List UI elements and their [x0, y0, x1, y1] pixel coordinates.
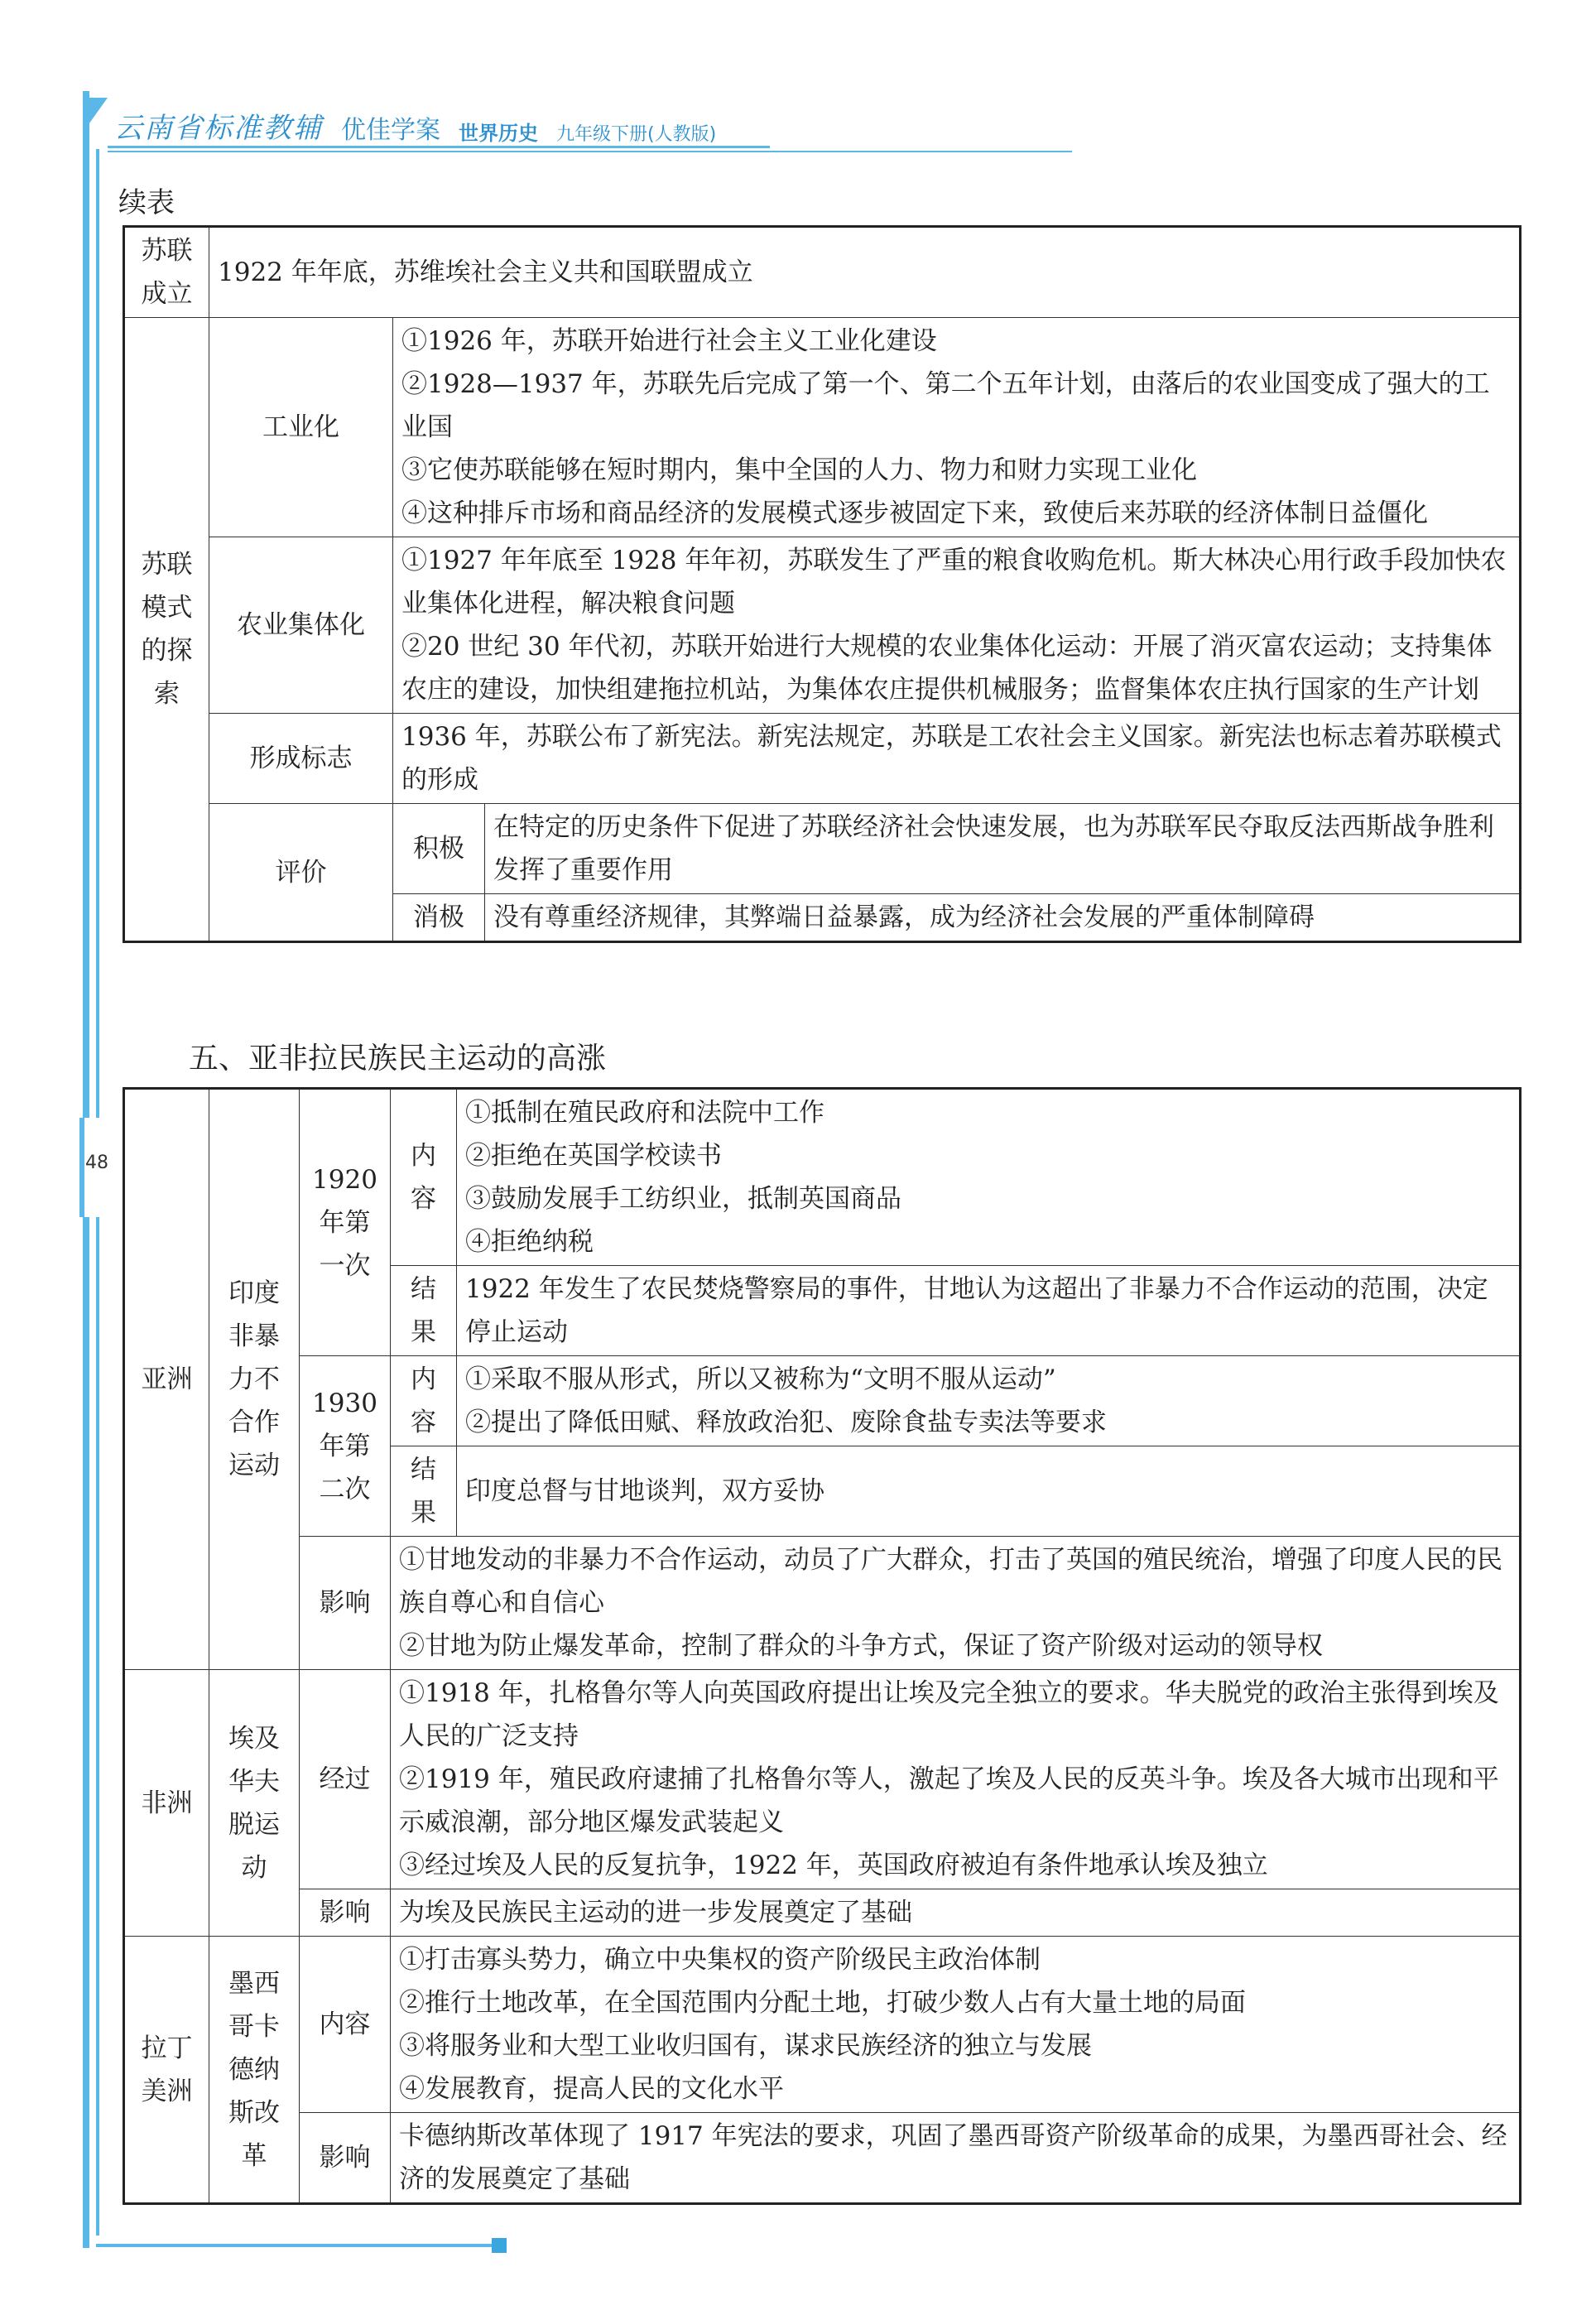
region-africa: 非洲 [124, 1670, 209, 1937]
formation-label: 形成标志 [209, 714, 393, 804]
africa-impact-label: 影响 [300, 1889, 391, 1937]
evaluation-label: 评价 [209, 804, 393, 942]
region-latin-america: 拉丁美洲 [124, 1937, 209, 2204]
second-content [457, 1356, 1521, 1446]
table-row [124, 1089, 1521, 1266]
negative-label: 消极 [393, 894, 485, 942]
movement-egypt: 埃及华夫脱运动 [209, 1670, 300, 1937]
table-row [124, 1937, 1521, 2113]
national-movements-table [123, 1087, 1521, 2205]
latin-impact-text: 卡德纳斯改革体现了 1917 年宪法的要求，巩固了墨西哥资产阶级革命的成果，为墨西哥社会、经济的发展奠定了基础 [391, 2113, 1521, 2204]
region-asia: 亚洲 [124, 1089, 209, 1670]
list-item: ③经过埃及人民的反复抗争，1922 年，英国政府被迫有条件地承认埃及独立 [399, 1851, 1268, 1880]
list-item: ①抵制在殖民政府和法院中工作 [465, 1098, 824, 1128]
table-row [124, 537, 1521, 714]
asia-impact-content [391, 1537, 1521, 1670]
positive-text: 在特定的历史条件下促进了苏联经济社会快速发展，也为苏联军民夺取反法西斯战争胜利发挥了重要作用 [485, 804, 1521, 894]
list-item: ③鼓励发展手工纺织业，抵制英国商品 [465, 1184, 901, 1214]
movement-india: 印度非暴力不合作运动 [209, 1089, 300, 1670]
list-item: ①1918 年，扎格鲁尔等人向英国政府提出让埃及完全独立的要求。华夫脱党的政治主张得到埃及人民的广泛支持 [399, 1678, 1499, 1751]
latin-content [391, 1937, 1521, 2113]
page-header [114, 99, 716, 146]
latin-content-label: 内容 [300, 1937, 391, 2113]
negative-text: 没有尊重经济规律，其弊端日益暴露，成为经济社会发展的严重体制障碍 [485, 894, 1521, 942]
second-result-text: 印度总督与甘地谈判，双方妥协 [457, 1446, 1521, 1537]
subject-title: 世界历史 [459, 122, 538, 145]
latin-impact-label: 影响 [300, 2113, 391, 2204]
africa-impact-text: 为埃及民族民主运动的进一步发展奠定了基础 [391, 1889, 1521, 1937]
list-item: ②20 世纪 30 年代初，苏联开始进行大规模的农业集体化运动：开展了消灭富农运动；支持集体农庄的建设，加快组建拖拉机站，为集体农庄提供机械服务；监督集体农庄执行国家的生产计划 [401, 632, 1493, 705]
continued-label: 续表 [118, 186, 175, 219]
table-row [124, 227, 1521, 318]
asia-impact-label: 影响 [300, 1537, 391, 1670]
list-item: ②拒绝在英国学校读书 [465, 1141, 722, 1171]
second-result-label: 结果 [391, 1446, 457, 1537]
formation-text: 1936 年，苏联公布了新宪法。新宪法规定，苏联是工农社会主义国家。新宪法也标志着苏联模式的形成 [393, 714, 1521, 804]
corner-decoration [83, 98, 108, 132]
first-content-label: 内容 [391, 1089, 457, 1266]
soviet-founding-label: 苏联成立 [124, 227, 209, 318]
table-row [124, 1537, 1521, 1670]
table-row [124, 318, 1521, 537]
table-row [124, 1356, 1521, 1446]
header-rule [108, 146, 770, 148]
list-item: ①甘地发动的非暴力不合作运动，动员了广大群众，打击了英国的殖民统治，增强了印度人民的民族自尊心和自信心 [399, 1545, 1502, 1618]
industrialization-content [393, 318, 1521, 537]
list-item: ④发展教育，提高人民的文化水平 [399, 2074, 784, 2104]
first-result-text: 1922 年发生了农民焚烧警察局的事件，甘地认为这超出了非暴力不合作运动的范围，决定停止运动 [457, 1266, 1521, 1356]
movement-mexico: 墨西哥卡德纳斯改革 [209, 1937, 300, 2204]
list-item: ①采取不服从形式，所以又被称为“文明不服从运动” [465, 1364, 1056, 1394]
bottom-square-decoration [492, 2238, 507, 2253]
first-result-label: 结果 [391, 1266, 457, 1356]
list-item: ①打击寡头势力，确立中央集权的资产阶级民主政治体制 [399, 1945, 1041, 1975]
industrialization-label: 工业化 [209, 318, 393, 537]
header-rule-long [108, 151, 1072, 152]
model-label: 苏联模式的探索 [124, 318, 209, 942]
second-campaign-label: 1930 年第二次 [300, 1356, 391, 1537]
soviet-founding-text: 1922 年年底，苏维埃社会主义共和国联盟成立 [209, 227, 1521, 318]
africa-process-content [391, 1670, 1521, 1889]
table-row [124, 1670, 1521, 1889]
table-row [124, 1889, 1521, 1937]
table-row [124, 714, 1521, 804]
list-item: ③它使苏联能够在短时期内，集中全国的人力、物力和财力实现工业化 [401, 455, 1197, 485]
africa-process-label: 经过 [300, 1670, 391, 1889]
collectivization-label: 农业集体化 [209, 537, 393, 714]
list-item: ②1919 年，殖民政府逮捕了扎格鲁尔等人，激起了埃及人民的反英斗争。埃及各大城市出现和平示威浪潮，部分地区爆发武装起义 [399, 1764, 1499, 1837]
section-title: 五、亚非拉民族民主运动的高涨 [189, 1042, 607, 1076]
list-item: ②推行土地改革，在全国范围内分配土地，打破少数人占有大量土地的局面 [399, 1988, 1246, 2018]
first-content [457, 1089, 1521, 1266]
list-item: ②1928—1937 年，苏联先后完成了第一个、第二个五年计划，由落后的农业国变成了强大的工业国 [401, 369, 1490, 442]
table-row [124, 2113, 1521, 2204]
list-item: ①1926 年，苏联开始进行社会主义工业化建设 [401, 326, 937, 356]
bottom-decorative-band [96, 2244, 498, 2247]
collectivization-content [393, 537, 1521, 714]
table-row [124, 804, 1521, 894]
list-item: ②提出了降低田赋、释放政治犯、废除食盐专卖法等要求 [465, 1408, 1107, 1437]
list-item: ③将服务业和大型工业收归国有，谋求民族经济的独立与发展 [399, 2031, 1092, 2061]
page-number: 48 [85, 1153, 108, 1173]
list-item: ④这种排斥市场和商品经济的发展模式逐步被固定下来，致使后来苏联的经济体制日益僵化 [401, 498, 1428, 528]
list-item: ①1927 年年底至 1928 年年初，苏联发生了严重的粮食收购危机。斯大林决心用行政手段加快农业集体化进程，解决粮食问题 [401, 546, 1507, 618]
second-content-label: 内容 [391, 1356, 457, 1446]
soviet-model-table [123, 225, 1521, 943]
brand-title: 优佳学案 [341, 116, 440, 145]
first-campaign-label: 1920 年第一次 [300, 1089, 391, 1356]
grade-label: 九年级下册(人教版) [556, 124, 717, 145]
list-item: ②甘地为防止爆发革命，控制了群众的斗争方式，保证了资产阶级对运动的领导权 [399, 1631, 1323, 1661]
series-title: 云南省标准教辅 [114, 112, 323, 145]
list-item: ④拒绝纳税 [465, 1227, 594, 1257]
positive-label: 积极 [393, 804, 485, 894]
